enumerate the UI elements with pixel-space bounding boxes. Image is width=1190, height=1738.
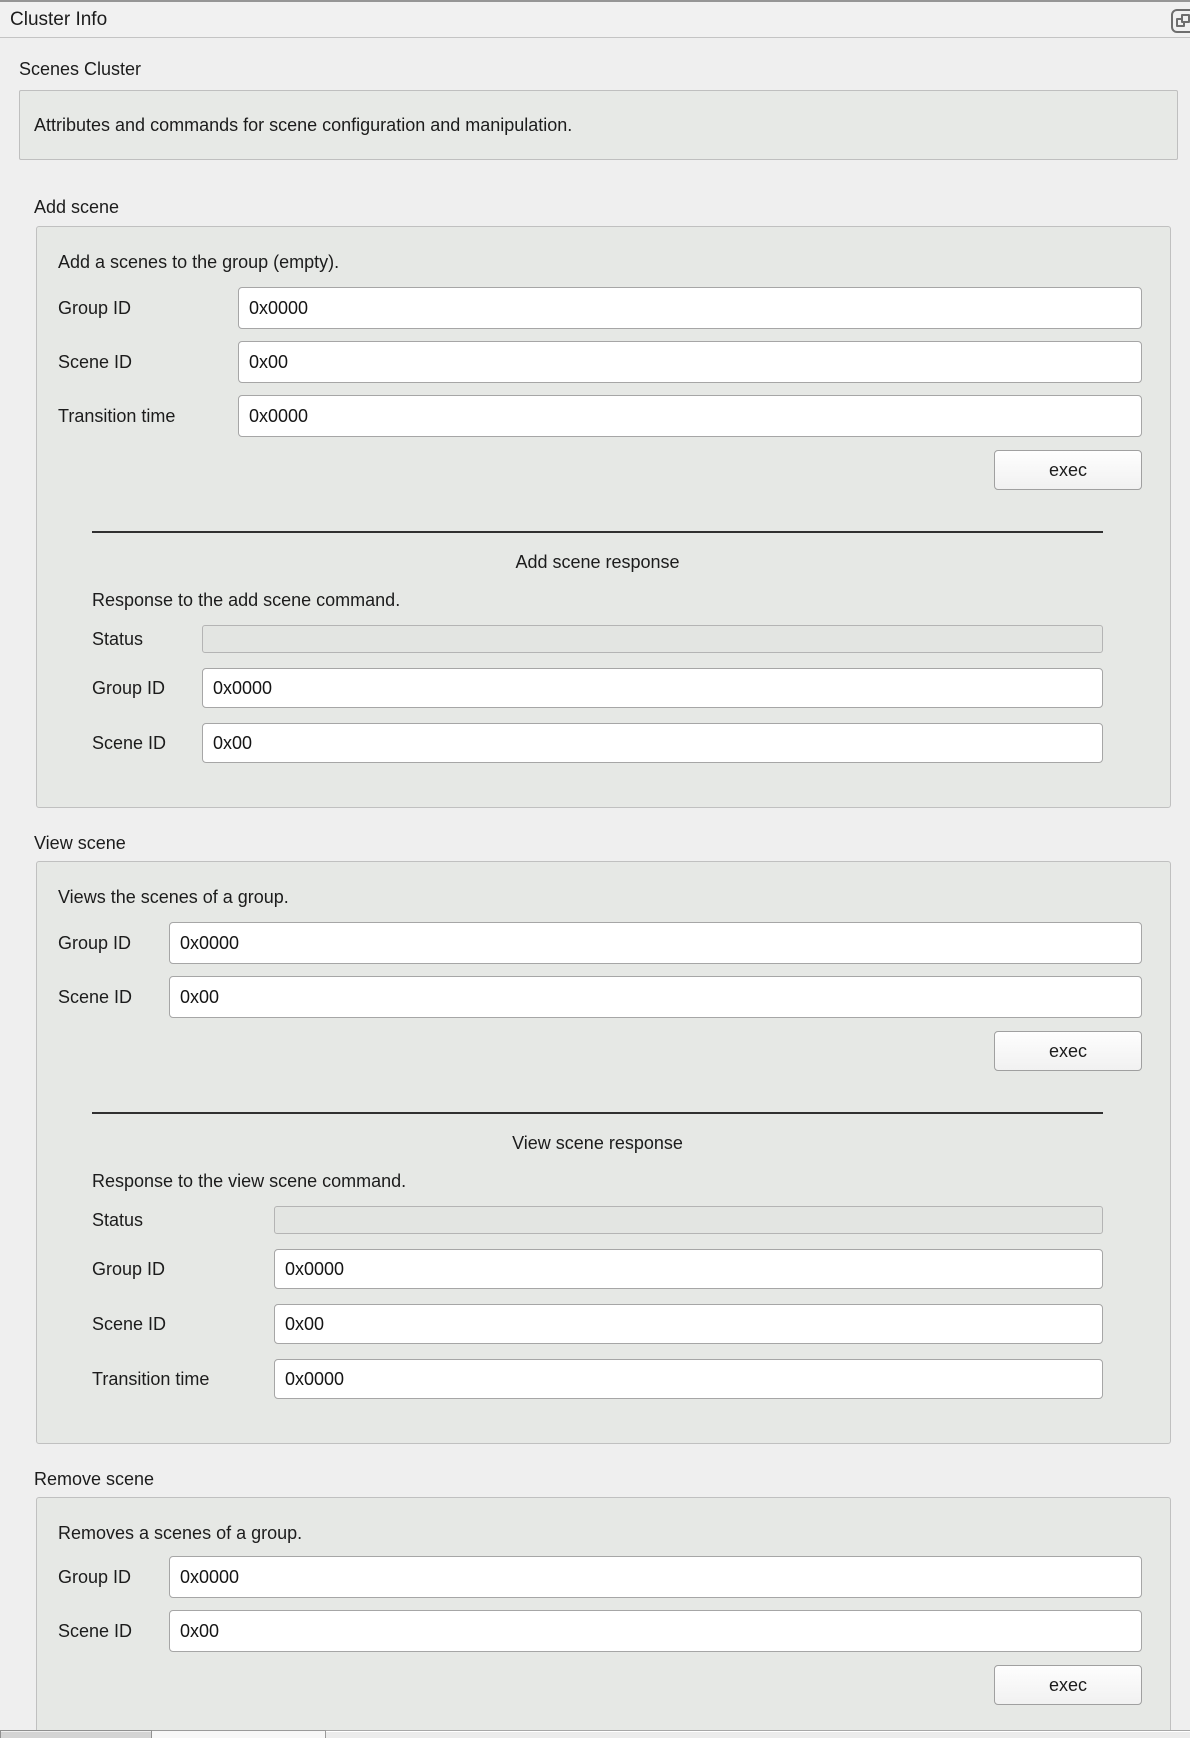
bottom-tab-stub-middle[interactable] <box>152 1730 326 1738</box>
field-label: Group ID <box>92 677 166 698</box>
add-scene-group-box <box>36 226 1171 808</box>
view-scene-response-group-id-input[interactable] <box>274 1249 1103 1289</box>
section-title-view-scene: View scene <box>34 833 126 853</box>
add-scene-scene-id-input[interactable] <box>238 341 1142 383</box>
form-row <box>56 1556 1142 1598</box>
response-description: Response to the view scene command. <box>92 1171 407 1191</box>
cluster-info-panel <box>0 58 1190 1737</box>
float-window-icon[interactable] <box>1171 9 1190 33</box>
remove-scene-group-id-input[interactable] <box>169 1556 1142 1598</box>
field-label: Scene ID <box>92 732 167 753</box>
response-description: Response to the add scene command. <box>92 590 401 610</box>
form-row <box>56 976 1142 1018</box>
form-row <box>92 1249 1103 1289</box>
add-scene-response-block <box>92 531 1103 763</box>
field-label: Status <box>92 1209 144 1230</box>
remove-scene-group-box <box>36 1497 1171 1737</box>
float-window-icon-square-front <box>1181 14 1190 23</box>
form-row <box>92 668 1103 708</box>
view-scene-exec-button[interactable]: exec <box>994 1031 1142 1071</box>
field-label: Group ID <box>58 297 132 318</box>
exec-row <box>56 1665 1142 1705</box>
field-label: Transition time <box>92 1368 210 1389</box>
dock-title: Cluster Info <box>10 8 108 30</box>
form-row <box>56 922 1142 964</box>
add-scene-response-scene-id-input[interactable] <box>202 723 1103 763</box>
exec-row <box>56 450 1142 490</box>
response-title: View scene response <box>512 1133 683 1153</box>
view-scene-description: Views the scenes of a group. <box>58 887 289 907</box>
field-label: Scene ID <box>58 351 133 372</box>
form-row <box>92 1206 1103 1234</box>
remove-scene-exec-button[interactable]: exec <box>994 1665 1142 1705</box>
remove-scene-description: Removes a scenes of a group. <box>58 1523 303 1543</box>
field-label: Group ID <box>92 1258 166 1279</box>
view-scene-response-block <box>92 1112 1103 1399</box>
response-title: Add scene response <box>515 552 680 572</box>
field-label: Group ID <box>58 1566 132 1587</box>
view-scene-response-transition-time-input[interactable] <box>274 1359 1103 1399</box>
add-scene-response-status-field <box>202 625 1103 653</box>
bottom-strip <box>0 1730 1190 1738</box>
form-row <box>92 625 1103 653</box>
add-scene-description: Add a scenes to the group (empty). <box>58 252 340 272</box>
bottom-tab-stub-left[interactable] <box>0 1730 152 1738</box>
dock-titlebar <box>0 0 1190 38</box>
response-separator <box>92 531 1103 533</box>
form-row <box>56 395 1142 437</box>
field-label: Group ID <box>58 932 132 953</box>
cluster-description: Attributes and commands for scene configuration and manipulation. <box>34 114 573 135</box>
form-row <box>92 1359 1103 1399</box>
view-scene-scene-id-input[interactable] <box>169 976 1142 1018</box>
view-scene-response-scene-id-input[interactable] <box>274 1304 1103 1344</box>
form-row <box>92 1304 1103 1344</box>
add-scene-group-id-input[interactable] <box>238 287 1142 329</box>
view-scene-group-id-input[interactable] <box>169 922 1142 964</box>
view-scene-response-status-field <box>274 1206 1103 1234</box>
add-scene-exec-button[interactable]: exec <box>994 450 1142 490</box>
form-row <box>92 723 1103 763</box>
field-label: Scene ID <box>58 986 133 1007</box>
section-title-remove-scene: Remove scene <box>34 1469 155 1489</box>
field-label: Transition time <box>58 405 176 426</box>
form-row <box>56 341 1142 383</box>
cluster-title: Scenes Cluster <box>19 59 142 79</box>
field-label: Scene ID <box>58 1620 133 1641</box>
exec-row <box>56 1031 1142 1071</box>
form-row <box>56 1610 1142 1652</box>
bottom-pane-stub <box>326 1730 1190 1738</box>
field-label: Status <box>92 628 144 649</box>
view-scene-group-box <box>36 861 1171 1444</box>
section-title-add-scene: Add scene <box>34 197 120 217</box>
cluster-description-panel <box>19 90 1178 160</box>
add-scene-response-group-id-input[interactable] <box>202 668 1103 708</box>
form-row <box>56 287 1142 329</box>
field-label: Scene ID <box>92 1313 167 1334</box>
add-scene-transition-time-input[interactable] <box>238 395 1142 437</box>
response-separator <box>92 1112 1103 1114</box>
remove-scene-scene-id-input[interactable] <box>169 1610 1142 1652</box>
